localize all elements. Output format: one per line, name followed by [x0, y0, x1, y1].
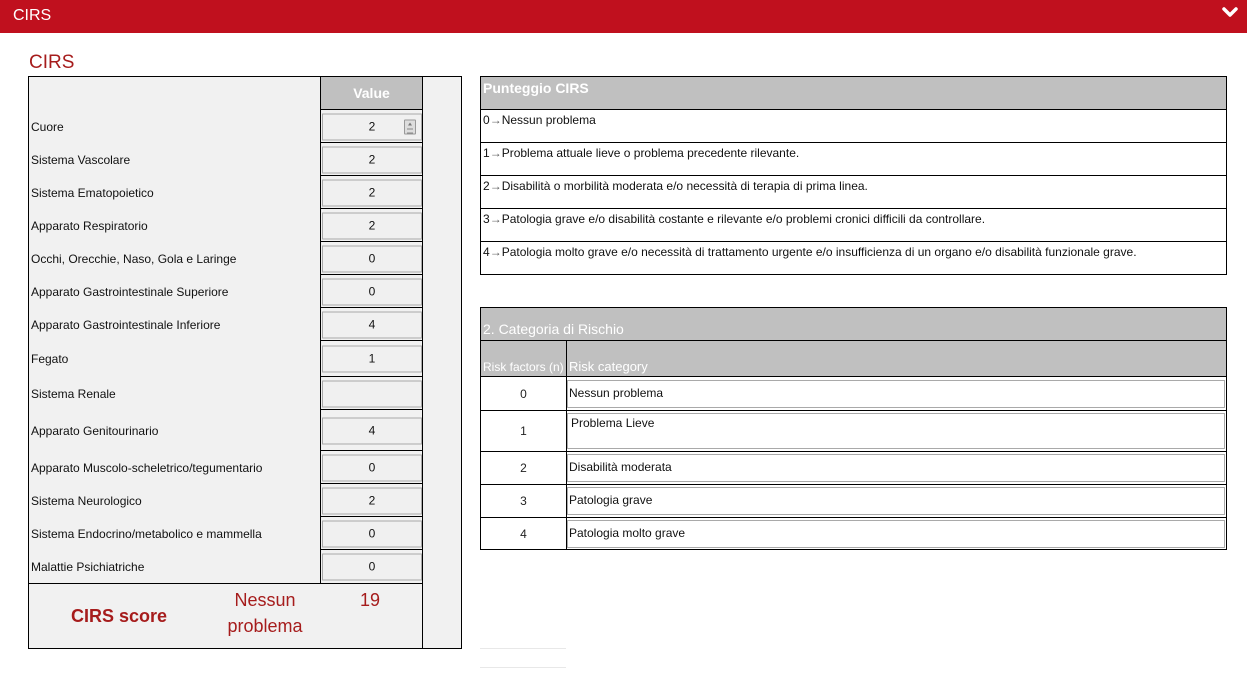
- cirs-score-label: CIRS score: [71, 606, 168, 626]
- divider: [480, 667, 566, 668]
- value-input[interactable]: 0: [322, 553, 422, 580]
- risk-factor-count: 4: [520, 527, 527, 541]
- table-row: [29, 209, 422, 242]
- table-row: [29, 451, 422, 484]
- table-row: [29, 275, 422, 308]
- risk-table-title: 2. Categoria di Rischio: [481, 308, 1226, 341]
- table-row: [29, 176, 422, 209]
- panel-header[interactable]: [0, 0, 1247, 33]
- row-label: Cuore: [31, 119, 64, 134]
- risk-category-field[interactable]: Patologia grave: [567, 487, 1225, 515]
- value-input[interactable]: 2: [322, 113, 422, 140]
- cirs-table: [28, 76, 462, 649]
- risk-factor-count: 3: [520, 494, 527, 508]
- cirs-score-value: 19: [359, 590, 381, 610]
- row-label: Fegato: [31, 352, 69, 366]
- risk-factor-count: 1: [520, 424, 527, 438]
- risk-category-field[interactable]: Nessun problema: [567, 380, 1225, 408]
- row-label: Sistema Ematopoietico: [31, 185, 154, 200]
- risk-factor-count: 2: [520, 461, 527, 475]
- arrow-icon: →: [489, 212, 502, 226]
- row-label: Sistema Renale: [31, 386, 116, 401]
- table-row: [29, 517, 422, 550]
- punteggio-title: Punteggio CIRS: [481, 77, 1226, 110]
- row-label: Apparato Muscolo-scheletrico/tegumentario: [31, 460, 263, 475]
- table-row: [29, 341, 422, 377]
- table-row: [481, 452, 1226, 485]
- table-row: [29, 242, 422, 275]
- table-row: 3→Patologia grave e/o disabilità costante e rilevante e/o problemi cronici difficili da controllare.: [481, 209, 1226, 242]
- panel-title: CIRS: [13, 7, 52, 24]
- risk-column-headers: [481, 341, 1226, 377]
- table-row: [29, 377, 422, 410]
- risk-category-table: [480, 307, 1227, 550]
- row-label: Sistema Neurologico: [31, 493, 142, 508]
- value-input[interactable]: [322, 380, 422, 407]
- table-row: [29, 550, 422, 583]
- table-row: [29, 308, 422, 341]
- table-row: [481, 518, 1226, 550]
- column-header-risk-category: Risk category: [569, 359, 648, 374]
- table-row: 0→Nessun problema: [481, 110, 1226, 143]
- arrow-icon: →: [489, 113, 502, 127]
- value-input[interactable]: 2: [322, 487, 422, 514]
- divider: [29, 583, 422, 584]
- value-input[interactable]: 2: [322, 212, 422, 239]
- row-label: Apparato Gastrointestinale Superiore: [31, 284, 229, 299]
- table-row: [29, 143, 422, 176]
- value-column-header: Value: [321, 77, 422, 110]
- table-row: 4→Patologia molto grave e/o necessità di trattamento urgente e/o insufficienza di un organo e/o disabilità funzionale grave.: [483, 245, 1137, 259]
- risk-factor-count: 0: [520, 387, 527, 401]
- table-row: [481, 485, 1226, 518]
- value-input[interactable]: 0: [322, 454, 422, 481]
- value-input[interactable]: 4: [322, 311, 422, 338]
- arrow-icon: →: [489, 146, 502, 160]
- value-input[interactable]: 4: [322, 417, 422, 444]
- table-row: 2→Disabilità o morbilità moderata e/o necessità di terapia di prima linea.: [481, 176, 1226, 209]
- risk-category-field[interactable]: Patologia molto grave: [567, 520, 1225, 548]
- row-label: Malattie Psichiatriche: [31, 559, 145, 574]
- row-label: Apparato Gastrointestinale Inferiore: [31, 317, 221, 332]
- row-label: Sistema Vascolare: [31, 152, 131, 167]
- punteggio-table: [480, 76, 1227, 275]
- divider: [422, 77, 423, 648]
- value-input[interactable]: 2: [322, 179, 422, 206]
- table-row: [29, 484, 422, 517]
- arrow-icon: →: [489, 245, 502, 259]
- divider: [480, 648, 566, 649]
- row-label: Sistema Endocrino/metabolico e mammella: [31, 526, 262, 541]
- value-input[interactable]: 0: [322, 278, 422, 305]
- row-label: Apparato Respiratorio: [31, 218, 148, 233]
- chevron-down-icon[interactable]: [1221, 5, 1239, 21]
- table-row: [481, 411, 1226, 452]
- cirs-score-category: Nessun problema: [227, 590, 303, 636]
- section-title: CIRS: [29, 52, 75, 73]
- table-row: 1→Problema attuale lieve o problema precedente rilevante.: [481, 143, 1226, 176]
- value-input[interactable]: 0: [322, 245, 422, 272]
- spinner-icon[interactable]: [404, 119, 416, 134]
- row-label: Apparato Genitourinario: [31, 423, 159, 438]
- column-header-risk-factors: Risk factors (n): [483, 360, 564, 374]
- risk-category-field[interactable]: Problema Lieve: [567, 413, 1225, 449]
- risk-category-field[interactable]: Disabilità moderata: [567, 454, 1225, 482]
- table-row: [29, 110, 422, 143]
- value-input[interactable]: 0: [322, 520, 422, 547]
- value-input[interactable]: 1: [322, 346, 422, 373]
- value-input[interactable]: 2: [322, 146, 422, 173]
- table-row: [29, 410, 422, 451]
- arrow-icon: →: [489, 179, 502, 193]
- row-label: Occhi, Orecchie, Naso, Gola e Laringe: [31, 251, 237, 266]
- table-row: [481, 378, 1226, 411]
